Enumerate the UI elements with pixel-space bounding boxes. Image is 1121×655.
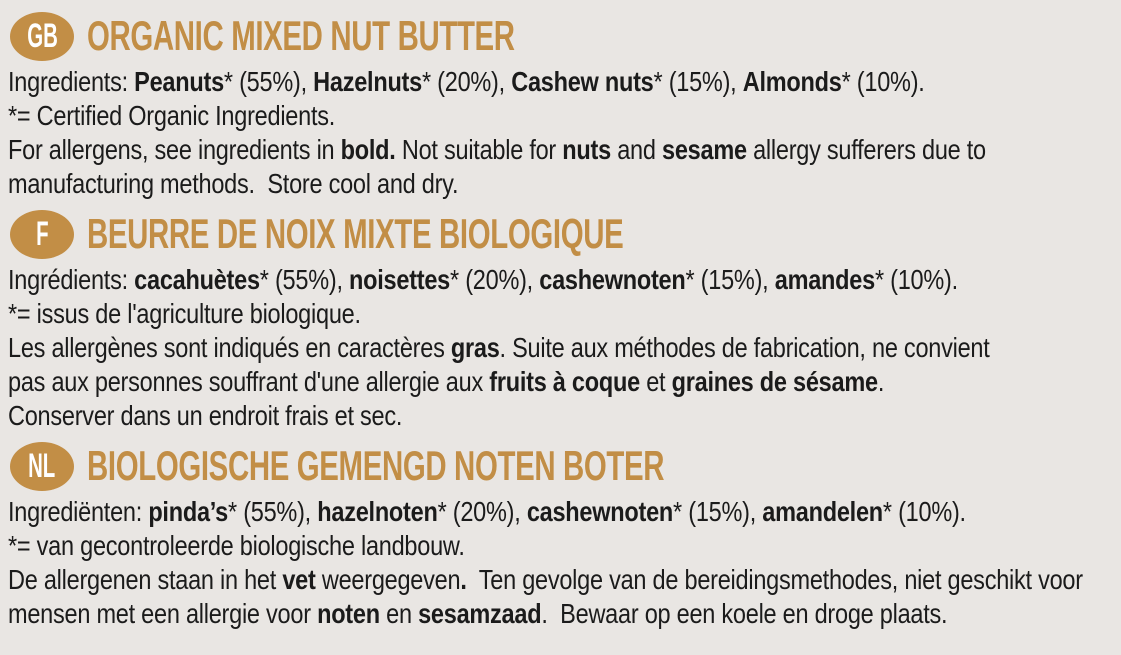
allergen-bold-text: sesame <box>662 134 747 165</box>
section-title-text: BEURRE DE NOIX MIXTE BIOLOGIQUE <box>87 210 624 257</box>
section-title-nl <box>87 442 912 489</box>
label-text-segment: * (10%). <box>874 264 958 295</box>
allergen-bold-text: noten <box>317 598 380 629</box>
label-text-line-content <box>8 263 958 297</box>
label-text-line <box>8 263 1115 297</box>
label-text-segment: * (55%), <box>223 66 314 97</box>
label-text-line <box>8 529 1115 563</box>
label-text-segment: Les allergènes sont indiqués en caractères <box>8 332 451 363</box>
allergen-bold-text: fruits à coque <box>489 366 640 397</box>
label-text-line-content <box>8 99 335 133</box>
allergen-bold-text: nuts <box>562 134 611 165</box>
section-title-gb <box>87 12 698 59</box>
label-text-segment: *= issus de l'agriculture biologique. <box>8 298 361 329</box>
allergen-bold-text: Cashew nuts <box>511 66 654 97</box>
country-badge-label: NL <box>28 447 56 485</box>
label-text-line-content <box>8 297 361 331</box>
label-text-segment: * (20%), <box>450 264 540 295</box>
allergen-bold-text: cacahuètes <box>134 264 260 295</box>
allergen-bold-text: Peanuts <box>134 66 224 97</box>
label-text-line <box>8 133 1115 167</box>
label-text-segment: * (10%). <box>841 66 925 97</box>
label-text-line <box>8 297 1115 331</box>
label-text-line <box>8 399 1115 433</box>
label-text-line-content <box>8 65 925 99</box>
label-text-segment: *= Certified Organic Ingredients. <box>8 100 336 131</box>
section-header-gb <box>10 10 1115 62</box>
label-text-segment: . Bewaar op een koele en droge plaats. <box>541 598 948 629</box>
section-title-f <box>87 210 853 257</box>
label-text-segment: weergegeven <box>315 564 461 595</box>
label-text-line-content <box>8 529 465 563</box>
label-text-segment: allergy sufferers due to <box>746 134 986 165</box>
section-title-text: BIOLOGISCHE GEMENGD NOTEN BOTER <box>87 442 665 489</box>
allergen-bold-text: amandes <box>774 264 875 295</box>
label-text-segment: et <box>639 366 672 397</box>
country-badge-f <box>10 210 74 259</box>
allergen-bold-text: bold. <box>340 134 396 165</box>
label-text-segment: Ingredients: <box>8 66 135 97</box>
label-text-segment: * (55%), <box>228 496 318 527</box>
label-text-line <box>8 597 1115 631</box>
country-badge-label: F <box>35 215 49 253</box>
label-text-segment: * (15%), <box>653 66 743 97</box>
label-text-segment: Not suitable for <box>395 134 563 165</box>
section-header-nl <box>10 440 1115 492</box>
label-text-segment: pas aux personnes souffrant d'une allergie aux <box>8 366 490 397</box>
label-text-segment: Conserver dans un endroit frais et sec. <box>8 400 403 431</box>
label-text-segment: * (20%), <box>437 496 527 527</box>
label-text-line <box>8 65 1115 99</box>
allergen-bold-text: amandelen <box>762 496 883 527</box>
label-text-segment: Ingrediënten: <box>8 496 149 527</box>
label-text-segment: De allergenen staan in het <box>8 564 283 595</box>
country-badge-label: GB <box>26 17 58 55</box>
label-text-line-content <box>8 133 986 167</box>
allergen-bold-text: cashewnoten <box>539 264 686 295</box>
label-text-segment: and <box>610 134 663 165</box>
allergen-bold-text: gras <box>450 332 500 363</box>
label-text-line-content <box>8 563 1083 597</box>
allergen-bold-text: noisettes <box>349 264 451 295</box>
label-text-line-content <box>8 495 966 529</box>
allergen-bold-text: Almonds <box>742 66 842 97</box>
allergen-bold-text: graines de sésame <box>671 366 878 397</box>
label-text-line <box>8 495 1115 529</box>
label-text-line <box>8 365 1115 399</box>
allergen-bold-text: pinda’s <box>148 496 229 527</box>
label-text-line-content <box>8 597 947 631</box>
label-text-segment: en <box>379 598 419 629</box>
label-text-line <box>8 563 1115 597</box>
label-text-segment: * (10%). <box>882 496 966 527</box>
label-text-line-content <box>8 365 884 399</box>
label-text-segment: Ingrédients: <box>8 264 135 295</box>
label-text-line-content <box>8 167 458 201</box>
label-text-segment: Ten gevolge van de bereidingsmethodes, niet geschikt voor <box>466 564 1083 595</box>
country-badge-gb <box>10 12 74 61</box>
allergen-bold-text: sesamzaad <box>418 598 542 629</box>
label-text-segment: *= van gecontroleerde biologische landbouw. <box>8 530 465 561</box>
label-text-segment: . Suite aux méthodes de fabrication, ne convient <box>499 332 990 363</box>
label-text-line <box>8 99 1115 133</box>
label-text-segment: For allergens, see ingredients in <box>8 134 341 165</box>
language-section-f <box>8 208 1115 433</box>
label-text-line <box>8 167 1115 201</box>
allergen-bold-text: . <box>460 564 467 595</box>
label-text-segment: * (15%), <box>685 264 775 295</box>
label-text-line-content <box>8 399 402 433</box>
label-text-segment: manufacturing methods. Store cool and dry. <box>8 168 459 199</box>
label-text-segment: mensen met een allergie voor <box>8 598 318 629</box>
label-text-line <box>8 331 1115 365</box>
allergen-bold-text: vet <box>282 564 316 595</box>
allergen-bold-text: hazelnoten <box>317 496 438 527</box>
section-title-text: ORGANIC MIXED NUT BUTTER <box>87 12 515 59</box>
allergen-bold-text: cashewnoten <box>526 496 674 527</box>
section-header-f <box>10 208 1115 260</box>
country-badge-nl <box>10 442 74 491</box>
allergen-bold-text: Hazelnuts <box>313 66 422 97</box>
label-text-segment: * (55%), <box>259 264 350 295</box>
label-text-segment: * (20%), <box>421 66 512 97</box>
language-section-nl <box>8 440 1115 631</box>
label-text-segment: * (15%), <box>673 496 763 527</box>
label-text-line-content <box>8 331 990 365</box>
label-text-segment: . <box>877 366 885 397</box>
language-section-gb <box>8 10 1115 201</box>
